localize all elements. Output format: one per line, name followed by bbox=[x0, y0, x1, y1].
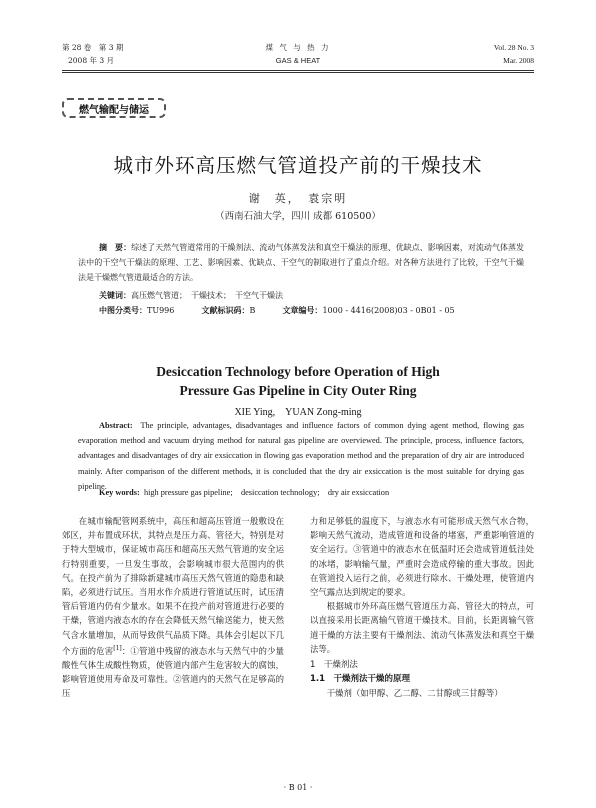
header-rule-thin bbox=[62, 72, 534, 73]
header-rule bbox=[62, 70, 534, 71]
keywords-cn-text: 高压燃气管道； 干燥技术； 干空气干燥法 bbox=[131, 291, 283, 300]
volume-issue-cn: 第 28 卷 第 3 期 bbox=[62, 43, 124, 52]
section-heading: 1 干燥剂法 bbox=[310, 660, 358, 671]
abstract-cn-label: 摘 要： bbox=[99, 243, 132, 252]
clc-value: TU996 bbox=[147, 306, 175, 315]
article-no-label: 文章编号： bbox=[282, 306, 323, 315]
keywords-en bbox=[99, 486, 389, 498]
body-paragraph: 干燥剂（如甲醇、乙二醇、二甘醇或三甘醇等） bbox=[326, 688, 503, 699]
body-paragraph: 力和足够低的温度下，与液态水有可能形成天然气水合物，影响天然气流动，造成管道和设备的堵塞，严重影响管道的安全运行。③管道中的液态水在低温时还会造成管道低洼处的冰堵，影响输气量，严重时会造成停输的重大事故。因此在管道投入运行之前，必须进行除水、干燥处理，使管道内空气露点达到规定的要求。 bbox=[310, 516, 534, 598]
doc-code-value: B bbox=[249, 306, 256, 315]
subsection-heading: 1.1 干燥剂法干燥的原理 bbox=[310, 674, 411, 685]
keywords-en-text: high pressure gas pipeline; desiccation technology; dry air exsiccation bbox=[143, 488, 390, 497]
keywords-en-label: Key words: bbox=[99, 488, 140, 497]
abstract-cn bbox=[78, 240, 524, 285]
journal-name-cn: 煤 气 与 热 力 bbox=[265, 43, 331, 52]
section-tag: 燃气输配与储运 bbox=[62, 98, 166, 118]
date-en: Mar. 2008 bbox=[503, 56, 534, 65]
body-text: ：①管道中残留的液态水与天然气中的少量酸性气体生成酸性物质，使管道内部产生危害较大的腐蚀，影响管道使用寿命及可靠性。②管道内的天然气在足够高的压 bbox=[62, 645, 285, 699]
doc-code-label: 文献标识码： bbox=[201, 306, 250, 315]
abstract-en bbox=[78, 418, 524, 494]
body-left-column bbox=[62, 514, 284, 700]
clc-label: 中图分类号： bbox=[99, 306, 147, 315]
volume-issue-en: Vol. 28 No. 3 bbox=[493, 43, 534, 52]
abstract-en-text: The principle, advantages, disadvantages and influence factors of common dying agent method, flowing gas evaporation method and vacuum drying method for natural gas pipeline are overviewed. The principle, process, influence factors, advantages and disadvantages of dry air exsiccation in flowing gas evaporation method and the preparation of dry air are introduced mainly. After comparison of the different methods, it is concluded that the dry air exsiccation is the most suitable for drying gas pipeline. bbox=[78, 421, 525, 491]
page-number: · B 01 · bbox=[283, 783, 313, 792]
article-no-value: 1000 - 4416(2008)03 - 0B01 - 05 bbox=[322, 306, 455, 315]
affiliation-cn: （西南石油大学，四川 成都 610500） bbox=[215, 211, 381, 222]
keywords-cn-label: 关键词： bbox=[99, 291, 131, 300]
body-right-column bbox=[310, 514, 534, 701]
paper-title-en bbox=[0, 362, 596, 400]
journal-name-en: GAS & HEAT bbox=[275, 56, 321, 65]
authors-en: XIE Ying, YUAN Zong-ming bbox=[234, 407, 362, 418]
body-paragraph: 根据城市外环高压燃气管道压力高、管径大的特点，可以直接采用长距离输气管道干燥技术。目前，长距离输气管道干燥的方法主要有干燥剂法、流动气体蒸发法和真空干燥法等。 bbox=[310, 601, 534, 654]
citation: [1] bbox=[113, 644, 122, 652]
abstract-cn-text: 综述了天然气管道常用的干燥剂法、流动气体蒸发法和真空干燥法的原理、优缺点、影响因素，对流动气体蒸发法中的干空气干燥法的原理、工艺、影响因素、优缺点、干空气的制取进行了重点介绍。对各种方法进行了比较，干空气干燥法是干燥燃气管道最适合的方法。 bbox=[78, 243, 525, 282]
body-paragraph bbox=[62, 514, 284, 700]
paper-title-cn: 城市外环高压燃气管道投产前的干燥技术 bbox=[113, 154, 483, 177]
paper-title-en-text: Desiccation Technology before Operation of High Pressure Gas Pipeline in City Outer Ring bbox=[156, 364, 440, 398]
abstract-en-label: Abstract: bbox=[99, 421, 133, 430]
body-text: 在城市输配管网系统中，高压和超高压管道一般敷设在郊区，并布置成环状，其特点是压力高、管径大，特别是对于特大型城市，保证城市高压和超高压天然气管道的安全运行特别重要，一旦发生事故，会影响城市很大范围内的供气。在投产前为了排除新建城市高压天然气管道的隐患和缺陷，必须进行试压。当用水作介质进行管道试压时，试压清管后管道内仍有少量水。如果不在投产前对管道进行必要的干燥，管道内液态水的存在会降低天然气输送能力，使天然气含水量增加，从而导致供气品质下降。具体会引起以下几个方面的危害 bbox=[62, 516, 284, 656]
authors-cn: 谢 英， 袁宗明 bbox=[248, 192, 348, 205]
date-cn: 2008 年 3 月 bbox=[68, 56, 115, 65]
keywords-cn bbox=[99, 290, 283, 302]
classification-line bbox=[99, 305, 455, 317]
